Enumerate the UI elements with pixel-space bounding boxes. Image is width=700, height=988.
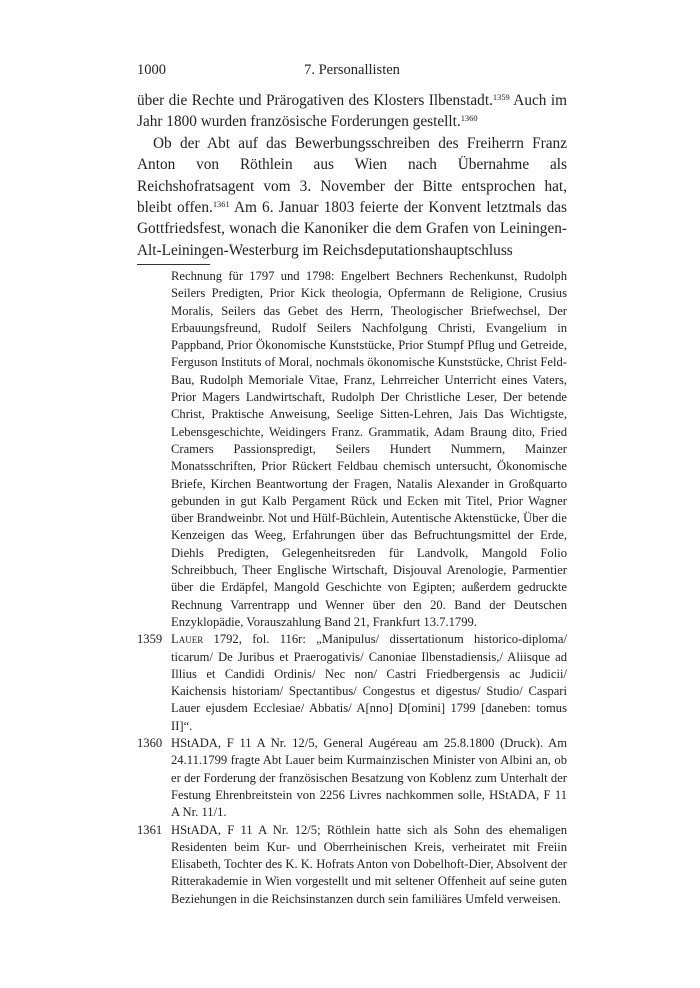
paragraph-2-text-a: Ob der Abt auf das Bewerbungsschreiben des Freiherrn Franz Anton von Röthlein aus Wien nach Übernahme als Reichshofratsagent vom 3. November der Bitte entsprochen hat, bleibt offen. [137, 134, 567, 217]
footnote-continuation: Rechnung für 1797 und 1798: Engelbert Bechners Rechenkunst, Rudolph Seilers Predigten, Prior Kick theologia, Opfermann de Religione, Crusius Moralis, Seilers das Gebet des Herrn, Theologischer Briefwechsel, Der Erbauungsfreund, Rudolf Seilers Nachfolgung Christi, Evangelium in Pappband, Prior Ökonomische Kunststücke, Prior Stumpf Pflug und Getreide, Ferguson Instituts of Moral, nochmals ökonomische Kunststücke, Christ Feld-Bau, Rudolph Memoriale Vitae, Franz, Lehrreicher Unterricht eines Vaters, Prior Magers Landwirtschaft, Rudolph Der Christliche Leser, Der betende Christ, Praktische Anweisung, Seelige Sitten-Lehren, Jais Das Wichtigste, Lebensgeschichte, Weidingers Franz. Grammatik, Adam Braung dito, Fried Cramers Passionspredigt, Seilers Hundert Nummern, Mainzer Monatsschriften, Prior Rückert Feldbau chemisch untersucht, Ökonomische Briefe, Kirchen Beantwortung der Fragen, Natalis Alexander in Großquarto gebunden in gut Kalb Pergament Rück und Ecken mit Titel, Prior Wagner über Brandweinbr. Not und Hülf-Büchlein, Autentische Aktenstücke, Über die Kenzeigen das Weeg, Erfahrungen über das Befruchtungsmittel der Erde, Diehls Predigten, Gelegenheitsreden für Landvolk, Mangold Folio Schreibbuch, Theer Englische Wirtschaft, Disjouval Arenologie, Parmentier über die Erdäpfel, Mangold Geschichte von Egipten; außerdem gedruckte Rechnung Varrentrapp und Wenner über den 20. Band der Deutschen Enzyklopädie, Vorauszahlung Band 21, Frankfurt 13.7.1799. [171, 269, 567, 629]
footnote-rule [137, 264, 210, 265]
footnote-1361 [137, 822, 567, 908]
footnote-number: 1361 [137, 822, 163, 837]
footnote-number: 1360 [137, 736, 163, 751]
footnote-text: HStADA, F 11 A Nr. 12/5; Röthlein hatte sich als Sohn des ehemaligen Residenten beim Kur- und Oberrheinischen Kreis, verheiratet mit Freiin Elisabeth, Tochter des K. K. Hofrats Anton von Dobelhoft-Dier, Absolvent der Ritterakademie in Wien vorgestellt und mit seltener Offenheit auf seine guten Beziehungen in die Reichsinstanzen durch sein familiäres Umfeld verweisen. [171, 822, 567, 906]
footnote-1359 [137, 631, 567, 735]
paragraph-1-text-a: über die Rechte und Prärogativen des Klosters Ilbenstadt. [137, 92, 493, 109]
footnote-ref-1361[interactable]: 1361 [212, 199, 230, 209]
footnote-1360 [137, 735, 567, 821]
paragraph-2-text-b: Am 6. Januar 1803 feierte der Konvent letztmals das Gottfriedsfest, wonach die Kanoniker die dem Grafen von Leiningen-Alt-Leiningen-Westerburg im Reichsdeputationshauptschluss [137, 199, 568, 259]
author-name: Lauer [171, 632, 204, 647]
main-text [137, 90, 567, 261]
footnote-number: 1359 [137, 632, 163, 647]
running-head: 7. Personallisten [304, 62, 400, 78]
footnotes [137, 268, 567, 908]
page-number: 1000 [137, 62, 166, 78]
footnote-ref-1359[interactable]: 1359 [492, 92, 510, 102]
footnote-text: HStADA, F 11 A Nr. 12/5, General Augéreau am 25.8.1800 (Druck). Am 24.11.1799 fragte Abt Lauer beim Kurmainzischen Minister von Albini an, ob er der Forderung der französischen Besatzung von Koblenz zum Unterhalt der Festung Ehrenbreitstein von 2256 Livres nachkommen solle, HStADA, F 11 A Nr. 11/1. [171, 736, 567, 820]
paragraph-2 [137, 133, 567, 261]
footnote-text [171, 631, 567, 735]
footnote-ref-1360[interactable]: 1360 [460, 114, 478, 124]
paragraph-1 [137, 90, 567, 133]
paragraph-1-text-b: Auch im Jahr 1800 wurden französische Forderungen gestellt. [137, 92, 567, 131]
page-header [137, 62, 567, 82]
footnote-body: 1792, fol. 116r: „Manipulus/ dissertationum historico-diploma/ ticarum/ De Juribus et Praerogativis/ Canoniae Ilbenstadiensis,/ Aliisque ad Illius et Candidi Ordinis/ Nec non/ Castri Friedbergensis ac Judicii/ Kaichensis historiam/ Spectantibus/ Congestus et digestus/ Studio/ Caspari Lauer ejusdem Ecclesiae/ Abbatis/ A[nno] D[omini] 1799 [daneben: tomus II]“. [171, 632, 567, 733]
